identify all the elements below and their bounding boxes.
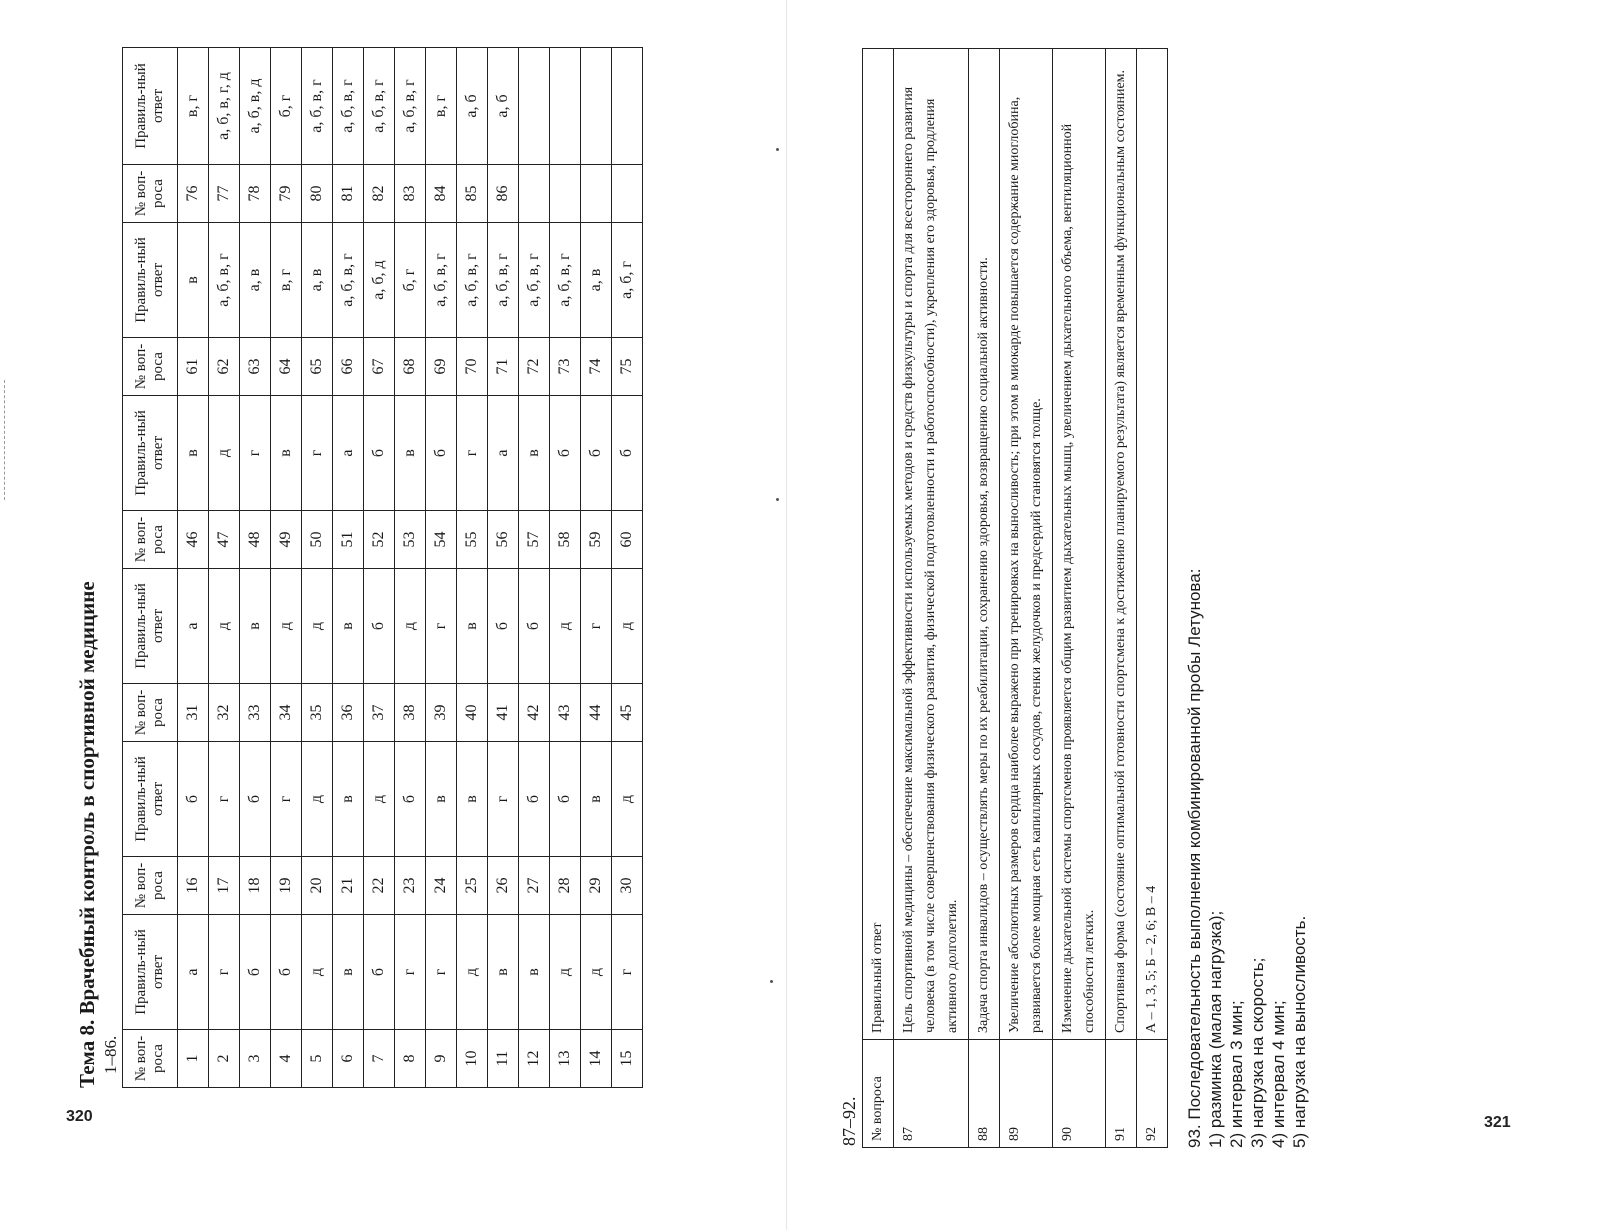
answer-cell: г xyxy=(581,569,612,684)
header-correct-answer: Правиль-ный ответ xyxy=(123,915,178,1030)
answer-cell: а, б, в, г xyxy=(333,48,364,165)
scan-dot xyxy=(770,980,773,983)
question-number-cell: 27 xyxy=(519,857,550,915)
question-number-cell: 65 xyxy=(302,338,333,396)
question-number-cell: 67 xyxy=(364,338,395,396)
answer-cell xyxy=(581,48,612,165)
question-number-cell: 15 xyxy=(612,1030,643,1088)
header-correct-answer: Правиль-ный ответ xyxy=(123,396,178,511)
question-number-cell: 36 xyxy=(333,684,364,742)
question-number-cell: 43 xyxy=(550,684,581,742)
answer-cell: б xyxy=(395,742,426,857)
question-number-cell: 86 xyxy=(488,165,519,223)
answer-text: Спортивная форма (состояние оптимальной готовности спортсмена к достижению планируемого результата) является временным функциональным состоянием. xyxy=(1106,49,1137,1040)
answer-cell: б xyxy=(612,396,643,511)
page-title: Тема 8. Врачебный контроль в спортивной медицине xyxy=(75,581,99,1088)
answer-cell: б xyxy=(271,915,302,1030)
answer-cell: а, б, в, г xyxy=(333,223,364,338)
question-number-cell: 83 xyxy=(395,165,426,223)
answer-cell: а, б, в, д xyxy=(240,48,271,165)
question-number-cell: 55 xyxy=(457,511,488,569)
answer-cell: д xyxy=(581,915,612,1030)
question-number-cell: 54 xyxy=(426,511,457,569)
question-number-cell: 8 xyxy=(395,1030,426,1088)
answer-cell: в, г xyxy=(178,48,209,165)
question-number-cell: 77 xyxy=(209,165,240,223)
table-row xyxy=(550,48,581,1088)
answer-cell: а, б, в, г xyxy=(519,223,550,338)
question-range: 1–86. xyxy=(101,1035,120,1074)
question-number-cell: 41 xyxy=(488,684,519,742)
scan-dot xyxy=(776,498,779,501)
question-number-cell: 68 xyxy=(395,338,426,396)
answer-text: Изменение дыхательной системы спортсменов проявляется общим развитием дыхательных мышц, увеличением дыхательного объема, вентиляционной способности легких. xyxy=(1053,49,1106,1040)
question-number-cell: 38 xyxy=(395,684,426,742)
question-number-cell: 16 xyxy=(178,857,209,915)
answer-cell: а, б, в, г xyxy=(302,48,333,165)
question-number-cell: 31 xyxy=(178,684,209,742)
question-number-cell: 29 xyxy=(581,857,612,915)
question-number-cell: 34 xyxy=(271,684,302,742)
answer-cell: д xyxy=(209,396,240,511)
table-row xyxy=(178,48,209,1088)
table-row xyxy=(209,48,240,1088)
list-item: 2) интервал 3 мин; xyxy=(1227,1000,1246,1148)
question-number-cell: 42 xyxy=(519,684,550,742)
answer-cell: г xyxy=(457,396,488,511)
question-number-cell: 25 xyxy=(457,857,488,915)
answer-cell: г xyxy=(426,569,457,684)
answer-cell: д xyxy=(612,569,643,684)
answer-cell: д xyxy=(457,915,488,1030)
question-number: 89 xyxy=(1000,1040,1053,1148)
answer-cell: д xyxy=(612,742,643,857)
table-row xyxy=(519,48,550,1088)
answer-cell xyxy=(519,48,550,165)
header-correct-answer: Правиль-ный ответ xyxy=(123,569,178,684)
question-number-cell: 60 xyxy=(612,511,643,569)
answer-cell: б xyxy=(364,915,395,1030)
question-number-cell: 17 xyxy=(209,857,240,915)
question-number-cell: 26 xyxy=(488,857,519,915)
question-number-cell: 45 xyxy=(612,684,643,742)
question-number-cell: 59 xyxy=(581,511,612,569)
answer-cell: г xyxy=(612,915,643,1030)
answer-cell: а, б xyxy=(457,48,488,165)
header-correct-answer: Правиль-ный ответ xyxy=(123,48,178,165)
question-number-cell xyxy=(581,165,612,223)
answer-cell: а xyxy=(178,915,209,1030)
table-row xyxy=(457,48,488,1088)
answer-cell: б, г xyxy=(395,223,426,338)
header-question-number: № воп-роса xyxy=(123,1030,178,1088)
answer-cell: а, б, г xyxy=(612,223,643,338)
question-number-cell: 3 xyxy=(240,1030,271,1088)
question-number-cell: 71 xyxy=(488,338,519,396)
answer-cell: д xyxy=(271,569,302,684)
question-number-cell: 22 xyxy=(364,857,395,915)
question-number-cell: 80 xyxy=(302,165,333,223)
table-row xyxy=(581,48,612,1088)
answer-cell: б xyxy=(364,396,395,511)
answer-cell: д xyxy=(302,742,333,857)
question-number-cell: 74 xyxy=(581,338,612,396)
answer-cell: в xyxy=(333,915,364,1030)
answer-cell xyxy=(550,48,581,165)
table-row xyxy=(612,48,643,1088)
question-number-cell: 63 xyxy=(240,338,271,396)
answer-text: Задача спорта инвалидов – осуществлять меры по их реабилитации, сохранению здоровья, возвращению социальной активности. xyxy=(969,49,1000,1040)
table-row xyxy=(302,48,333,1088)
table-row xyxy=(333,48,364,1088)
answer-cell: а, в xyxy=(581,223,612,338)
table-row xyxy=(1106,49,1137,1148)
question-number: 88 xyxy=(969,1040,1000,1148)
page-number-right: 321 xyxy=(1484,1114,1511,1131)
answer-cell: б, г xyxy=(271,48,302,165)
question-number-cell: 76 xyxy=(178,165,209,223)
question-number: 87 xyxy=(894,1040,969,1148)
answer-cell: б xyxy=(178,742,209,857)
header-question-number: № воп-роса xyxy=(123,684,178,742)
answer-cell: г xyxy=(426,915,457,1030)
table-row xyxy=(426,48,457,1088)
question-number-cell xyxy=(612,165,643,223)
question-93 xyxy=(1184,48,1310,1148)
answer-cell: г xyxy=(209,915,240,1030)
list-item: 3) нагрузка на скорость; xyxy=(1248,957,1267,1148)
table-row xyxy=(969,49,1000,1148)
question-number-cell: 18 xyxy=(240,857,271,915)
question-number-cell: 84 xyxy=(426,165,457,223)
header-question-number: № воп-роса xyxy=(123,165,178,223)
table-row xyxy=(1053,49,1106,1148)
answer-cell: д xyxy=(209,569,240,684)
header-question-number: № воп-роса xyxy=(123,857,178,915)
question-number-cell: 37 xyxy=(364,684,395,742)
scan-dot xyxy=(776,148,779,151)
question-number-cell: 57 xyxy=(519,511,550,569)
question-number-cell: 75 xyxy=(612,338,643,396)
list-item: 1) разминка (малая нагрузка); xyxy=(1206,910,1225,1148)
right-page xyxy=(836,48,1310,1148)
answers-table xyxy=(122,47,643,1088)
answer-cell: в xyxy=(240,569,271,684)
question-number-cell: 56 xyxy=(488,511,519,569)
question-number-cell: 40 xyxy=(457,684,488,742)
question-number-cell: 66 xyxy=(333,338,364,396)
answer-cell: в xyxy=(488,915,519,1030)
question-number-cell: 61 xyxy=(178,338,209,396)
question-number: 92 xyxy=(1137,1040,1168,1148)
answer-cell: б xyxy=(240,742,271,857)
answer-cell: в xyxy=(519,396,550,511)
question-number-cell: 19 xyxy=(271,857,302,915)
question-number-cell: 35 xyxy=(302,684,333,742)
question-number-cell: 69 xyxy=(426,338,457,396)
answer-cell: в xyxy=(395,396,426,511)
question-number-cell: 82 xyxy=(364,165,395,223)
answer-cell: в xyxy=(333,742,364,857)
answer-cell: в xyxy=(519,915,550,1030)
question-number-cell: 79 xyxy=(271,165,302,223)
question-number-cell: 11 xyxy=(488,1030,519,1088)
answer-cell: а, в xyxy=(240,223,271,338)
answer-cell xyxy=(612,48,643,165)
answer-text: Цель спортивной медицины – обеспечение максимальной эффективности используемых методов и средств физкультуры и спорта для всестороннего развития человека (в том числе совершенствования физического развития, физической подготовленности и работоспособности), укрепления его здоровья, продления активного долголетия. xyxy=(894,49,969,1040)
answer-cell: б xyxy=(550,742,581,857)
question-number-cell: 4 xyxy=(271,1030,302,1088)
answer-cell: в, г xyxy=(426,48,457,165)
question-number-cell: 30 xyxy=(612,857,643,915)
question-number-cell: 85 xyxy=(457,165,488,223)
table-row xyxy=(271,48,302,1088)
answer-cell: а, б, в, г xyxy=(457,223,488,338)
question-number-cell: 20 xyxy=(302,857,333,915)
header-question-number: № воп-роса xyxy=(123,338,178,396)
answer-cell: а xyxy=(333,396,364,511)
answer-cell: в xyxy=(333,569,364,684)
question-number-cell: 48 xyxy=(240,511,271,569)
answer-cell: в, г xyxy=(271,223,302,338)
question-number-cell: 49 xyxy=(271,511,302,569)
answer-cell: б xyxy=(519,742,550,857)
answer-cell: б xyxy=(488,569,519,684)
answer-cell: а, б, в, г xyxy=(426,223,457,338)
question-number-cell: 62 xyxy=(209,338,240,396)
question-number-cell: 53 xyxy=(395,511,426,569)
question-number-cell: 14 xyxy=(581,1030,612,1088)
answer-cell: д xyxy=(364,742,395,857)
header-question-number: № вопроса xyxy=(863,1040,894,1148)
answer-cell: д xyxy=(395,569,426,684)
answer-cell: г xyxy=(395,915,426,1030)
answer-cell: а, б, в, г xyxy=(364,48,395,165)
question-number-cell: 58 xyxy=(550,511,581,569)
answer-cell: г xyxy=(209,742,240,857)
answers-table-header xyxy=(123,48,178,1088)
question-number: 90 xyxy=(1053,1040,1106,1148)
question-number-cell: 73 xyxy=(550,338,581,396)
question-number-cell xyxy=(550,165,581,223)
table-row xyxy=(488,48,519,1088)
question-number-cell: 9 xyxy=(426,1030,457,1088)
question-number-cell: 70 xyxy=(457,338,488,396)
question-number-cell: 2 xyxy=(209,1030,240,1088)
table-row xyxy=(1137,49,1168,1148)
question-93-title: 93. Последовательность выполнения комбинированной пробы Летунова: xyxy=(1185,568,1204,1148)
question-number-cell: 13 xyxy=(550,1030,581,1088)
question-number-cell: 50 xyxy=(302,511,333,569)
answer-cell: в xyxy=(581,742,612,857)
question-number-cell: 47 xyxy=(209,511,240,569)
question-range: 87–92. xyxy=(839,1096,859,1146)
answer-cell: а, б, в, г xyxy=(209,223,240,338)
question-number-cell: 28 xyxy=(550,857,581,915)
table-row xyxy=(395,48,426,1088)
answer-cell: д xyxy=(550,915,581,1030)
question-number-cell: 46 xyxy=(178,511,209,569)
answer-cell: в xyxy=(457,742,488,857)
question-number-cell: 5 xyxy=(302,1030,333,1088)
answer-cell: а, б, д xyxy=(364,223,395,338)
header-correct-answer: Правиль-ный ответ xyxy=(123,223,178,338)
answer-cell: в xyxy=(178,223,209,338)
list-item: 5) нагрузка на выносливость. xyxy=(1290,915,1309,1148)
answer-cell: а xyxy=(178,569,209,684)
table-row xyxy=(240,48,271,1088)
question-number-cell: 1 xyxy=(178,1030,209,1088)
answer-text: А – 1, 3, 5; Б – 2, 6; В – 4 xyxy=(1137,49,1168,1040)
table-row xyxy=(894,49,969,1148)
question-number-cell: 72 xyxy=(519,338,550,396)
question-number-cell: 81 xyxy=(333,165,364,223)
text-answers-table xyxy=(862,48,1168,1148)
answer-cell: а, б, в, г xyxy=(488,223,519,338)
answer-cell: в xyxy=(178,396,209,511)
answer-cell: д xyxy=(550,569,581,684)
answer-cell: в xyxy=(426,742,457,857)
answer-cell: б xyxy=(240,915,271,1030)
answer-cell: г xyxy=(240,396,271,511)
answer-cell: г xyxy=(302,396,333,511)
page-number-left: 320 xyxy=(66,1108,93,1125)
answer-cell: д xyxy=(302,915,333,1030)
question-number-cell: 64 xyxy=(271,338,302,396)
question-number-cell: 23 xyxy=(395,857,426,915)
answer-cell: д xyxy=(302,569,333,684)
answer-text: Увеличение абсолютных размеров сердца наиболее выражено при тренировках на выносливость; при этом в миокарде повышается содержание миоглобина, развивается более мощная сеть капиллярных сосудов, стенки желудочков и предсердий становятся толще. xyxy=(1000,49,1053,1040)
question-number-cell: 51 xyxy=(333,511,364,569)
question-number-cell xyxy=(519,165,550,223)
question-number: 91 xyxy=(1106,1040,1137,1148)
question-number-cell: 32 xyxy=(209,684,240,742)
question-number-cell: 6 xyxy=(333,1030,364,1088)
scan-margin-mark xyxy=(4,380,5,500)
list-item: 4) интервал 4 мин; xyxy=(1269,1000,1288,1148)
left-page xyxy=(74,48,643,1088)
table-row xyxy=(1000,49,1053,1148)
answer-cell: г xyxy=(271,742,302,857)
question-number-cell: 7 xyxy=(364,1030,395,1088)
page-spine xyxy=(786,0,787,1230)
text-table-header xyxy=(863,49,894,1148)
question-number-cell: 39 xyxy=(426,684,457,742)
question-number-cell: 12 xyxy=(519,1030,550,1088)
header-correct-answer: Правильный ответ xyxy=(863,49,894,1040)
question-number-cell: 52 xyxy=(364,511,395,569)
answer-cell: б xyxy=(426,396,457,511)
answer-cell: б xyxy=(364,569,395,684)
table-row xyxy=(364,48,395,1088)
question-number-cell: 44 xyxy=(581,684,612,742)
answer-cell: б xyxy=(519,569,550,684)
answer-cell: а, б xyxy=(488,48,519,165)
answer-cell: а, б, в, г, д xyxy=(209,48,240,165)
question-number-cell: 24 xyxy=(426,857,457,915)
question-number-cell: 33 xyxy=(240,684,271,742)
answer-cell: г xyxy=(488,742,519,857)
answer-cell: а, б, в, г xyxy=(395,48,426,165)
answer-cell: б xyxy=(581,396,612,511)
answer-cell: б xyxy=(550,396,581,511)
answer-cell: а, б, в, г xyxy=(550,223,581,338)
answer-cell: в xyxy=(457,569,488,684)
header-correct-answer: Правиль-ный ответ xyxy=(123,742,178,857)
answer-cell: а, в xyxy=(302,223,333,338)
question-number-cell: 21 xyxy=(333,857,364,915)
header-question-number: № воп-роса xyxy=(123,511,178,569)
question-number-cell: 78 xyxy=(240,165,271,223)
answer-cell: а xyxy=(488,396,519,511)
question-number-cell: 10 xyxy=(457,1030,488,1088)
answer-cell: в xyxy=(271,396,302,511)
